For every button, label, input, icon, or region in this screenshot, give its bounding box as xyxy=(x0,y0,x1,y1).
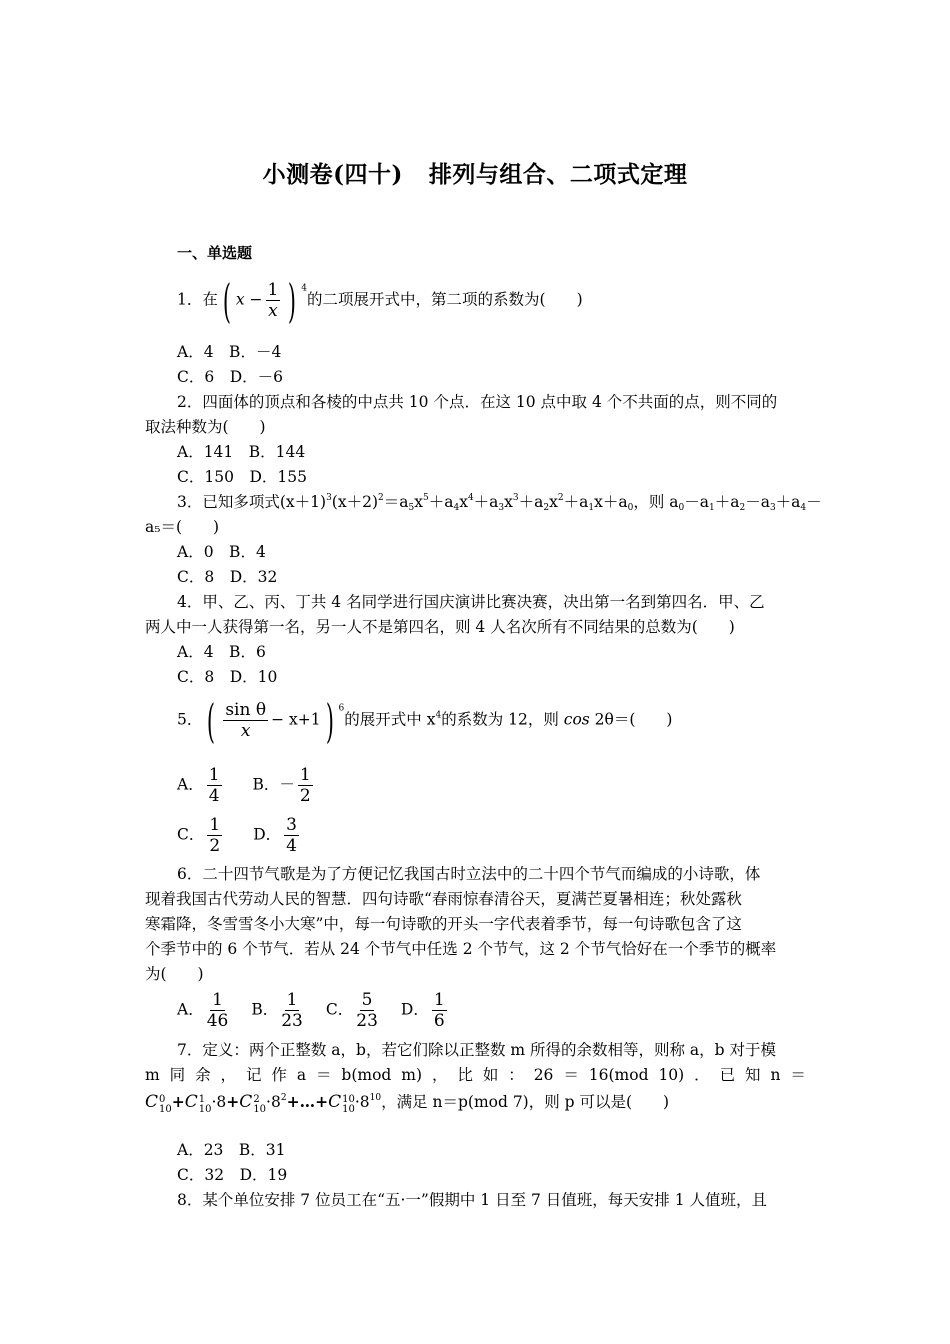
question-6-line4: 个季节中的 6 个节气．若从 24 个节气中任选 2 个节气，这 2 个节气恰好在一个季节的概率 xyxy=(145,940,777,958)
section-heading: 一、单选题 xyxy=(177,244,253,262)
q1-options-cd: C．6 D．－6 xyxy=(177,368,284,386)
q3-options-cd: C．8 D．32 xyxy=(177,568,278,586)
q7-word: ． xyxy=(694,1066,710,1084)
q7-word: 记 xyxy=(245,1066,262,1084)
q4-options-cd: C．8 D．10 xyxy=(177,668,278,686)
question-7: 7．定义：两个正整数 a，b，若它们除以正整数 m 所得的余数相等，则称 a，b 对于模 xyxy=(177,1041,777,1059)
q7-word: 余 xyxy=(195,1066,211,1084)
q7-word: ： xyxy=(508,1066,524,1084)
q7-word: m) xyxy=(401,1066,423,1084)
q7-options-cd: C．32 D．19 xyxy=(177,1166,288,1184)
question-4: 4．甲、乙、丙、丁共 4 名同学进行国庆演讲比赛决赛，决出第一名到第四名．甲、乙 xyxy=(177,593,765,611)
q6-options: A． $\frac{1}{46}$ B． $\frac{1}{23}$ C． $\frac{5}{23}$ D． $\frac{1}{6}$ xyxy=(177,990,445,1031)
q1-options-ab: A．4 B．－4 xyxy=(177,343,282,361)
question-2: 2．四面体的顶点和各棱的中点共 10 个点．在这 10 点中取 4 个不共面的点，则不同的 xyxy=(177,393,778,411)
question-4-cont: 两人中一人获得第一名，另一人不是第四名，则 4 人名次所有不同结果的总数为( ) xyxy=(145,618,735,636)
q7-word: 16(mod xyxy=(588,1066,649,1084)
question-1: 1．在 ( x − $\frac{1}{x}$ ) $^4$的二项展开式中，第二项的系数为( ) xyxy=(177,273,583,328)
q7-word: m xyxy=(145,1066,160,1084)
q7-word: ， xyxy=(220,1066,237,1084)
question-5: 5． ( $\frac{\text{sin θ}}{x}$ − x+1 ) $^6$的展开式中 $x^4$的系数为 12，则 cos 2θ＝( ) xyxy=(177,693,673,748)
q7-word: 作 xyxy=(271,1066,287,1084)
q7-word: 如 xyxy=(482,1066,499,1084)
q7-word: ， xyxy=(431,1066,448,1084)
q7-options-ab: A．23 B．31 xyxy=(177,1141,286,1159)
q5-options-cd: C． $\frac{1}{2}$ D． $\frac{3}{4}$ xyxy=(177,815,297,856)
q2-options-ab: A．141 B．144 xyxy=(177,443,306,461)
question-6-line3: 寒霜降，冬雪雪冬小大寒”中，每一句诗歌的开头一字代表着季节，每一句诗歌包含了这 xyxy=(145,915,742,933)
question-3-cont: a₅＝( ) xyxy=(145,518,220,536)
question-3: 3．已知多项式$(x+1)^3(x+2)^2=a_5x^5+a_4x^4+a_3x^3+a_2x^2+a_1x+a_0$，则 $a_0-a_1+a_2-a_3+a_4-$ xyxy=(177,493,822,513)
q7-word: 10) xyxy=(658,1066,685,1084)
question-7-line3: C 0 10 +C 1 10 ·8+C 2 10 $\cdot 8^2+\dots+C$ 10 10 $\cdot 8^{10}$，满足 n＝p(mod 7)，则 p 可以是( ) xyxy=(145,1092,670,1115)
q7-word: ＝ xyxy=(315,1066,332,1084)
question-8: 8．某个单位安排 7 位员工在“五·一”假期中 1 日至 7 日值班，每天安排 1 人值班，且 xyxy=(177,1191,768,1209)
page-title: 小测卷(四十) 排列与组合、二项式定理 xyxy=(262,161,688,188)
q2-options-cd: C．150 D．155 xyxy=(177,468,307,486)
q7-word: ＝ xyxy=(563,1066,579,1084)
question-6-line2: 现着我国古代劳动人民的智慧．四句诗歌“春雨惊春清谷天，夏满芒夏暑相连；秋处露秋 xyxy=(145,890,742,908)
question-6: 6．二十四节气歌是为了方便记忆我国古时立法中的二十四个节气而编成的小诗歌，体 xyxy=(177,865,761,883)
question-7-line2 xyxy=(145,1065,806,1085)
q7-word: 已 xyxy=(719,1066,736,1084)
q7-word: ＝ xyxy=(790,1066,806,1084)
q7-word: 比 xyxy=(457,1066,473,1084)
q7-word: 同 xyxy=(169,1066,186,1084)
q7-word: a xyxy=(296,1066,307,1084)
q7-word: n xyxy=(770,1066,781,1084)
question-2-cont: 取法种数为( ) xyxy=(145,418,266,436)
q7-word: 26 xyxy=(533,1066,554,1084)
q5-options-ab: A． $\frac{1}{4}$ B．－ $\frac{1}{2}$ xyxy=(177,765,311,806)
q4-options-ab: A．4 B．6 xyxy=(177,643,266,661)
q7-word: 知 xyxy=(745,1066,761,1084)
q7-word: b(mod xyxy=(341,1066,392,1084)
q3-options-ab: A．0 B．4 xyxy=(177,543,266,561)
question-6-line5: 为( ) xyxy=(145,965,204,983)
